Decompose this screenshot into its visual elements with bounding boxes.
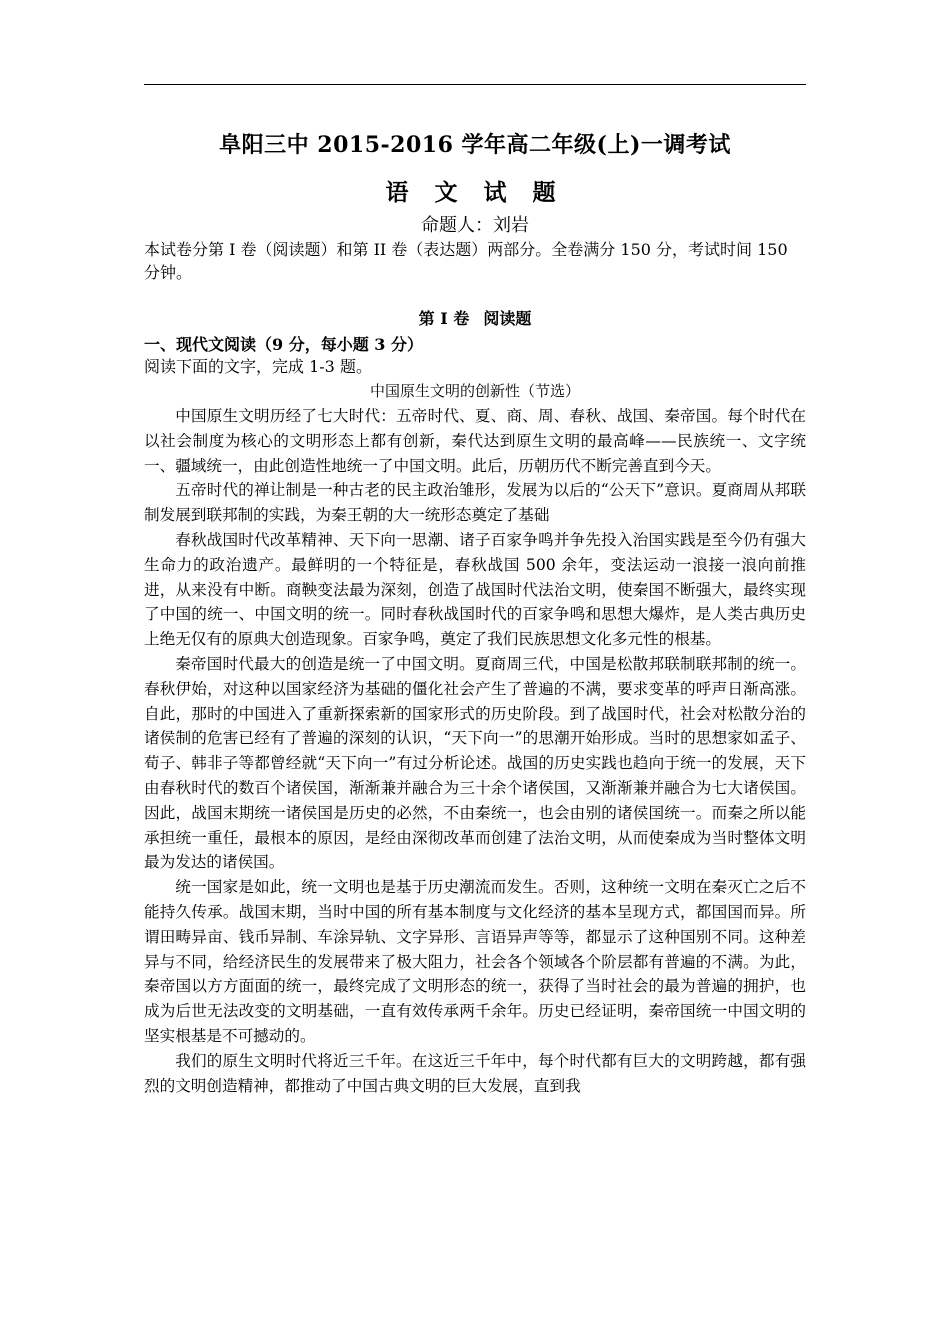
section-heading: [144, 308, 806, 330]
exam-intro: 本试卷分第 I 卷（阅读题）和第 II 卷（表达题）两部分。全卷满分 150 分，考试时间 150 分钟。: [144, 240, 788, 282]
question-instruction: 阅读下面的文字，完成 1-3 题。: [144, 357, 372, 376]
header-rule: [144, 84, 806, 85]
question-heading: 一、现代文阅读（9 分，每小题 3 分）: [144, 335, 423, 354]
article-paragraph: 春秋战国时代改革精神、天下向一思潮、诸子百家争鸣并争先投入治国实践是至今仍有强大生命力的政治遗产。最鲜明的一个特征是，春秋战国 500 余年，变法运动一浪接一浪向前推进，从来没有中断。商鞅变法最为深刻，创造了战国时代法治文明，使秦国不断强大，最终实现了中国的统一、中国文明的统一。同时春秋战国时代的百家争鸣和思想大爆炸，是人类古典历史上绝无仅有的原典大创造现象。百家争鸣，奠定了我们民族思想文化多元性的根基。: [144, 530, 806, 649]
article-paragraph: 我们的原生文明时代将近三千年。在这近三千年中，每个时代都有巨大的文明跨越，都有强烈的文明创造精神，都推动了中国古典文明的巨大发展，直到我: [144, 1051, 806, 1095]
exam-subtitle: 语 文 试 题: [385, 179, 565, 206]
section-name: 阅读题: [483, 309, 532, 328]
exam-page: [144, 130, 806, 1098]
article-paragraph: 五帝时代的禅让制是一种古老的民主政治雏形，发展为以后的“公天下”意识。夏商周从邦联制发展到联邦制的实践，为秦王朝的大一统形态奠定了基础: [144, 481, 806, 525]
article-title: 中国原生文明的创新性（节选）: [369, 382, 580, 400]
section-title: 第 I 卷: [418, 309, 470, 328]
article-paragraph: 统一国家是如此，统一文明也是基于历史潮流而发生。否则，这种统一文明在秦灭亡之后不能持久传承。战国末期，当时中国的所有基本制度与文化经济的基本呈现方式，都国国而异。所谓田畴异亩、钱币异制、车涂异轨、文字异形、言语异声等等，都显示了这种国别不同。这种差异与不同，给经济民生的发展带来了极大阻力，社会各个领域各个阶层都有普遍的不满。为此，秦帝国以方方面面的统一，最终完成了文明形态的统一，获得了当时社会的最为普遍的拥护，也成为后世无法改变的文明基础，一直有效传承两千余年。历史已经证明，秦帝国统一中国文明的坚实根基是不可撼动的。: [144, 878, 806, 1045]
article-paragraph: 中国原生文明历经了七大时代：五帝时代、夏、商、周、春秋、战国、秦帝国。每个时代在以社会制度为核心的文明形态上都有创新，秦代达到原生文明的最高峰——民族统一、文字统一、疆域统一，由此创造性地统一了中国文明。此后，历朝历代不断完善直到今天。: [144, 407, 806, 475]
article-paragraph: 秦帝国时代最大的创造是统一了中国文明。夏商周三代，中国是松散邦联制联邦制的统一。春秋伊始，对这种以国家经济为基础的僵化社会产生了普遍的不满，要求变革的呼声日渐高涨。自此，那时的中国进入了重新探索新的国家形式的历史阶段。到了战国时代，社会对松散分治的诸侯制的危害已经有了普遍的深刻的认识，“天下向一”的思潮开始形成。当时的思想家如孟子、荀子、韩非子等都曾经就“天下向一”有过分析论述。战国的历史实践也趋向于统一的发展，天下由春秋时代的数百个诸侯国，渐渐兼并融合为三十余个诸侯国，又渐渐兼并融合为七大诸侯国。因此，战国末期统一诸侯国是历史的必然，不由秦统一，也会由别的诸侯国统一。而秦之所以能承担统一重任，最根本的原因，是经由深彻改革而创建了法治文明，从而使秦成为当时整体文明最为发达的诸侯国。: [144, 654, 806, 872]
exam-author: 命题人：刘岩: [421, 215, 529, 236]
exam-title: 阜阳三中 2015-2016 学年高二年级(上)一调考试: [219, 132, 731, 158]
